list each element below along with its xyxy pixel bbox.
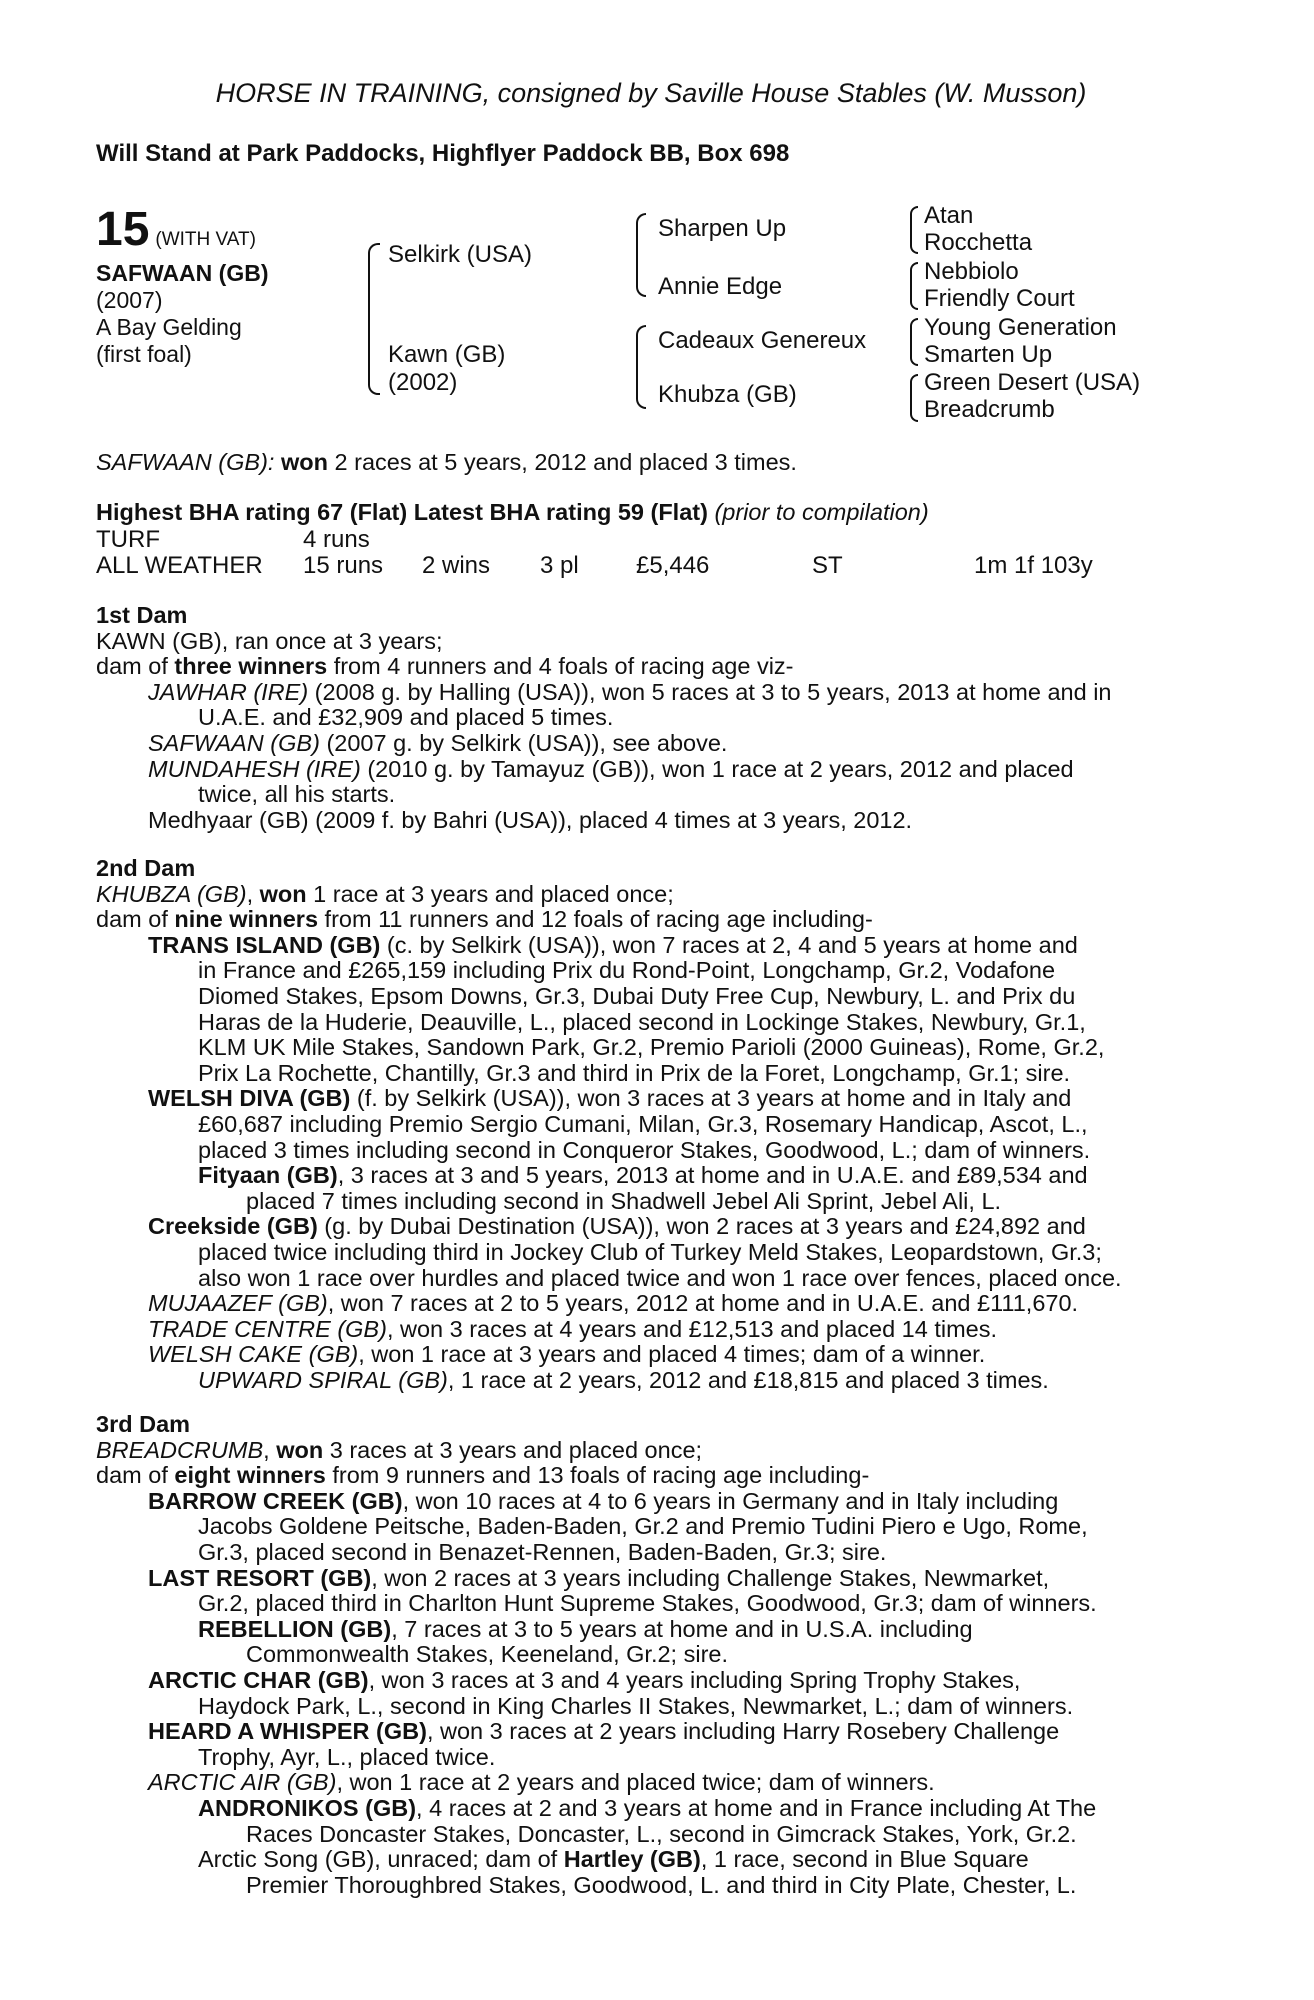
progeny-entry: JAWHAR (IRE) (2008 g. by Halling (USA)), won 5 races at 3 to 5 years, 2013 at home and in — [148, 678, 1112, 705]
progeny-continuation: Races Doncaster Stakes, Doncaster, L., second in Gimcrack Stakes, York, Gr.2. — [246, 1820, 1077, 1847]
progeny-continuation: Gr.2, placed third in Charlton Hunt Supreme Stakes, Goodwood, Gr.3; dam of winners. — [198, 1590, 1097, 1617]
dam-line: KHUBZA (GB), won 1 race at 3 years and placed once; — [96, 880, 674, 907]
progeny-continuation: Trophy, Ayr, L., placed twice. — [198, 1743, 496, 1770]
dam-line: dam of nine winners from 11 runners and 12 foals of racing age including- — [96, 906, 873, 933]
aw-runs: 15 runs — [303, 552, 384, 579]
gg-1: Atan — [924, 202, 974, 229]
aw-prize: £5,446 — [636, 552, 710, 579]
section-heading: 3rd Dam — [96, 1411, 191, 1437]
gg-6: Smarten Up — [924, 341, 1053, 368]
lot-number: 15 — [96, 203, 150, 256]
turf-runs: 4 runs — [303, 526, 370, 553]
progeny-entry: LAST RESORT (GB), won 2 races at 3 years including Challenge Stakes, Newmarket, — [148, 1564, 1050, 1591]
grand-progeny-entry: UPWARD SPIRAL (GB), 1 race at 2 years, 2012 and £18,815 and placed 3 times. — [198, 1366, 1049, 1393]
summary-rest: 2 races at 5 years, 2012 and placed 3 times. — [334, 449, 797, 475]
sire: Selkirk (USA) — [388, 241, 533, 268]
progeny-continuation: KLM UK Mile Stakes, Sandown Park, Gr.2, Premio Parioli (2000 Guineas), Rome, Gr.2, — [198, 1034, 1105, 1061]
third-dam-section — [96, 1412, 1206, 1898]
progeny-entry: ARCTIC CHAR (GB), won 3 races at 3 and 4 years including Spring Trophy Stakes, — [148, 1666, 1021, 1693]
first-dam-section — [96, 603, 1206, 833]
dam-line: dam of eight winners from 9 runners and 13 foals of racing age including- — [96, 1462, 870, 1489]
horse-name: SAFWAAN (GB) — [96, 260, 269, 286]
progeny-continuation: also won 1 race over hurdles and placed twice and won 1 race over fences, placed once. — [198, 1264, 1122, 1291]
gg-3: Nebbiolo — [924, 258, 1019, 285]
progeny-entry: WELSH CAKE (GB), won 1 race at 3 years and placed 4 times; dam of a winner. — [148, 1341, 986, 1368]
progeny-continuation: Haydock Park, L., second in King Charles II Stakes, Newmarket, L.; dam of winners. — [198, 1692, 1074, 1719]
progeny-continuation: Gr.3, placed second in Benazet-Rennen, Baden-Baden, Gr.3; sire. — [198, 1538, 887, 1565]
progeny-continuation: in France and £265,159 including Prix du Rond-Point, Longchamp, Gr.2, Vodafone — [198, 957, 1056, 984]
gg-4: Friendly Court — [924, 285, 1075, 312]
pedigree-brace — [910, 374, 918, 422]
progeny-continuation: Diomed Stakes, Epsom Downs, Gr.3, Dubai Duty Free Cup, Newbury, L. and Prix du — [198, 982, 1076, 1009]
progeny-continuation: Jacobs Goldene Peitsche, Baden-Baden, Gr.2 and Premio Tudini Piero e Ugo, Rome, — [198, 1513, 1088, 1540]
foal-note: (first foal) — [96, 341, 192, 367]
progeny-continuation: placed 7 times including second in Shadwell Jebel Ali Sprint, Jebel Ali, L. — [246, 1187, 1002, 1214]
rating-note: (prior to compilation) — [714, 499, 929, 525]
progeny-entry: TRADE CENTRE (GB), won 3 races at 4 years and £12,513 and placed 14 times. — [148, 1315, 998, 1342]
gg-7: Green Desert (USA) — [924, 369, 1141, 396]
progeny-entry: Medhyaar (GB) (2009 f. by Bahri (USA)), placed 4 times at 3 years, 2012. — [148, 806, 913, 833]
dam-dam: Khubza (GB) — [658, 381, 797, 408]
progeny-continuation: Haras de la Huderie, Deauville, L., placed second in Lockinge Stakes, Newbury, Gr.1, — [198, 1008, 1086, 1035]
progeny-continuation: £60,687 including Premio Sergio Cumani, Milan, Gr.3, Rosemary Handicap, Ascot, L., — [198, 1110, 1088, 1137]
progeny-entry: WELSH DIVA (GB) (f. by Selkirk (USA)), won 3 races at 3 years at home and in Italy and — [148, 1085, 1072, 1112]
section-heading: 1st Dam — [96, 602, 188, 628]
horse-info — [96, 260, 268, 368]
progeny-entry: SAFWAAN (GB) (2007 g. by Selkirk (USA)), see above. — [148, 729, 728, 756]
aw-wins: 2 wins — [422, 552, 491, 579]
progeny-continuation: U.A.E. and £32,909 and placed 5 times. — [198, 704, 614, 731]
rating-line — [96, 500, 1206, 526]
section-heading: 2nd Dam — [96, 855, 196, 881]
progeny-entry: MUNDAHESH (IRE) (2010 g. by Tamayuz (GB)), won 1 race at 2 years, 2012 and placed — [148, 755, 1074, 782]
pedigree-brace — [368, 243, 380, 395]
gg-5: Young Generation — [924, 314, 1117, 341]
dam-line: KAWN (GB), ran once at 3 years; — [96, 627, 443, 654]
dam-line: BREADCRUMB, won 3 races at 3 years and placed once; — [96, 1436, 703, 1463]
dam-sire: Cadeaux Genereux — [658, 327, 867, 354]
pedigree-brace — [910, 206, 918, 254]
race-summary: SAFWAAN (GB): won 2 races at 5 years, 2012 and placed 3 times. — [96, 449, 797, 475]
second-dam-section — [96, 856, 1206, 1393]
rating-bold: Highest BHA rating 67 (Flat) Latest BHA rating 59 (Flat) — [96, 499, 708, 525]
sire-dam: Annie Edge — [658, 273, 783, 300]
sire-sire: Sharpen Up — [658, 215, 787, 242]
progeny-continuation: twice, all his starts. — [198, 781, 396, 808]
aw-course: ST — [812, 552, 843, 579]
lot-header — [96, 203, 256, 256]
dam-line: dam of three winners from 4 runners and 4 foals of racing age viz- — [96, 653, 794, 680]
progeny-continuation: Prix La Rochette, Chantilly, Gr.3 and third in Prix de la Foret, Longchamp, Gr.1; sire. — [198, 1059, 1071, 1086]
vat-note: (WITH VAT) — [155, 229, 256, 250]
progeny-continuation: placed 3 times including second in Conqueror Stakes, Goodwood, L.; dam of winners. — [198, 1136, 1091, 1163]
gg-2: Rocchetta — [924, 229, 1033, 256]
summary-won: won — [280, 449, 328, 475]
progeny-entry: ARCTIC AIR (GB), won 1 race at 2 years and placed twice; dam of winners. — [148, 1769, 935, 1796]
pedigree-brace — [910, 262, 918, 310]
aw-distance: 1m 1f 103y — [974, 552, 1093, 579]
progeny-entry: Creekside (GB) (g. by Dubai Destination (USA)), won 2 races at 3 years and £24,892 and — [148, 1213, 1086, 1240]
progeny-entry: MUJAAZEF (GB), won 7 races at 2 to 5 years, 2012 at home and in U.A.E. and £111,670. — [148, 1290, 1079, 1317]
horse-description: A Bay Gelding — [96, 314, 242, 340]
dam-year: (2002) — [388, 369, 458, 396]
turf-label: TURF — [96, 526, 160, 553]
progeny-continuation: Premier Thoroughbred Stakes, Goodwood, L. and third in City Plate, Chester, L. — [246, 1871, 1077, 1898]
page-title: HORSE IN TRAINING, consigned by Saville House Stables (W. Musson) — [215, 78, 1087, 108]
grand-progeny-entry: Fityaan (GB), 3 races at 3 and 5 years, 2013 at home and in U.A.E. and £89,534 and — [198, 1162, 1088, 1189]
progeny-continuation: Commonwealth Stakes, Keeneland, Gr.2; sire. — [246, 1641, 728, 1668]
summary-horse: SAFWAAN (GB) — [96, 449, 268, 475]
stand-location: Will Stand at Park Paddocks, Highflyer Paddock BB, Box 698 — [96, 140, 790, 167]
progeny-entry: BARROW CREEK (GB), won 10 races at 4 to 6 years in Germany and in Italy including — [148, 1487, 1059, 1514]
dam: Kawn (GB) — [388, 341, 506, 368]
pedigree-brace — [636, 213, 646, 297]
grand-progeny-entry: ANDRONIKOS (GB), 4 races at 2 and 3 years at home and in France including At The — [198, 1794, 1097, 1821]
grand-progeny-entry: REBELLION (GB), 7 races at 3 to 5 years at home and in U.S.A. including — [198, 1615, 973, 1642]
grand-progeny-entry: Arctic Song (GB), unraced; dam of Hartley (GB), 1 race, second in Blue Square — [198, 1846, 1029, 1873]
gg-8: Breadcrumb — [924, 396, 1055, 423]
horse-year: (2007) — [96, 287, 163, 313]
aw-placed: 3 pl — [540, 552, 579, 579]
progeny-entry: HEARD A WHISPER (GB), won 3 races at 2 years including Harry Rosebery Challenge — [148, 1718, 1060, 1745]
aw-label: ALL WEATHER — [96, 552, 263, 579]
progeny-entry: TRANS ISLAND (GB) (c. by Selkirk (USA)), won 7 races at 2, 4 and 5 years at home and — [148, 931, 1078, 958]
progeny-continuation: placed twice including third in Jockey Club of Turkey Meld Stakes, Leopardstown, Gr.3; — [198, 1238, 1102, 1265]
pedigree-brace — [910, 318, 918, 366]
pedigree-brace — [636, 325, 646, 409]
